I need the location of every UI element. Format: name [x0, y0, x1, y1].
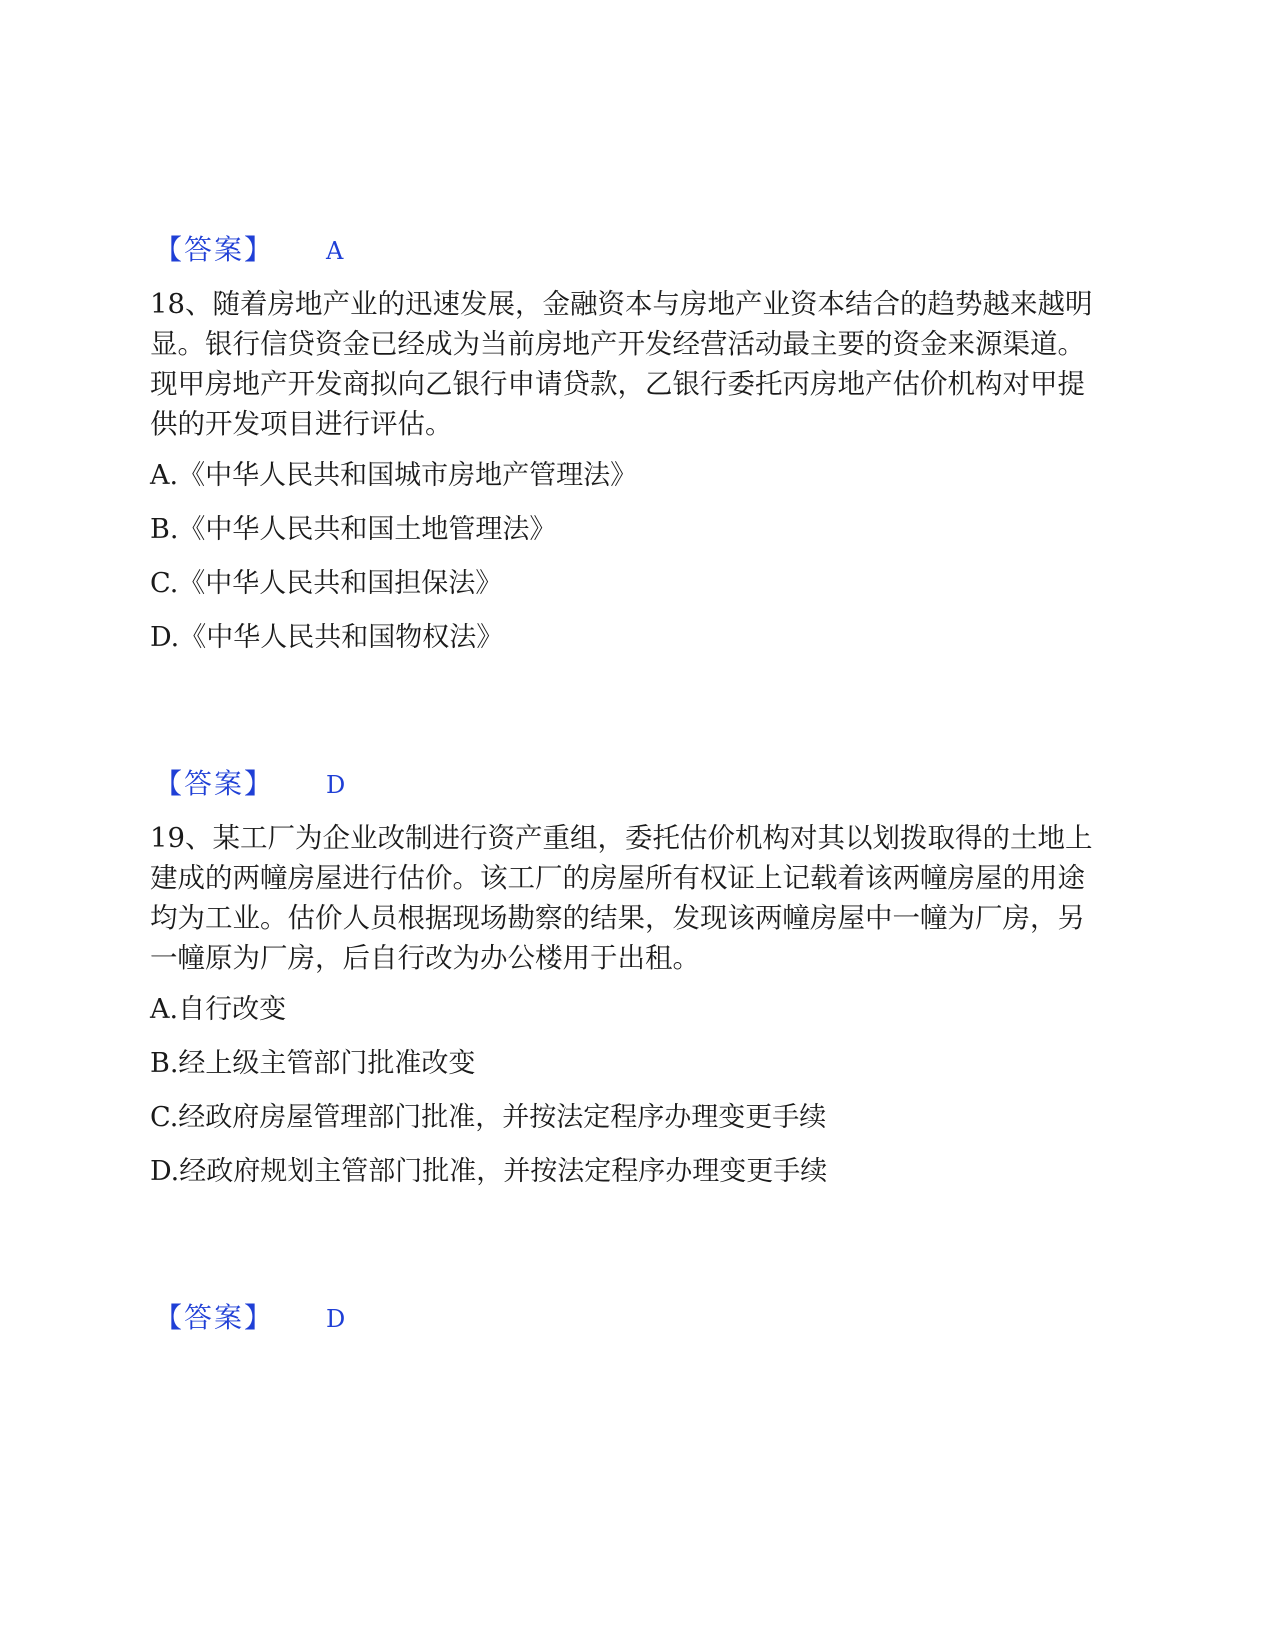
answer-label: 【答案】 [154, 1301, 275, 1334]
answer-value: D [326, 771, 346, 799]
question-18-option-d: D.《中华人民共和国物权法》 [150, 622, 504, 653]
answer-value: D [326, 1305, 346, 1333]
question-19-option-c: C.经政府房屋管理部门批准，并按法定程序办理变更手续 [150, 1102, 827, 1133]
answer-line [154, 766, 345, 803]
question-18-option-c: C.《中华人民共和国担保法》 [150, 568, 503, 599]
question-18-option-b: B.《中华人民共和国土地管理法》 [150, 514, 557, 545]
question-19-text: 19、某工厂为企业改制进行资产重组，委托估价机构对其以划拨取得的土地上建成的两幢房屋进行估价。该工厂的房屋所有权证上记载着该两幢房屋的用途均为工业。估价人员根据现场勘察的结果，发现该两幢房屋中一幢为厂房，另一幢原为厂房，后自行改为办公楼用于出租。 [150, 822, 1093, 974]
question-18-text: 18、随着房地产业的迅速发展，金融资本与房地产业资本结合的趋势越来越明显。银行信贷资金已经成为当前房地产开发经营活动最主要的资金来源渠道。现甲房地产开发商拟向乙银行申请贷款，乙银行委托丙房地产估价机构对甲提供的开发项目进行评估。 [150, 288, 1093, 440]
answer-label: 【答案】 [154, 767, 275, 800]
answer-value: A [326, 237, 344, 265]
question-19-option-d: D.经政府规划主管部门批准，并按法定程序办理变更手续 [150, 1156, 828, 1187]
question-18-option-a: A.《中华人民共和国城市房地产管理法》 [150, 460, 638, 491]
question-19-option-a: A.自行改变 [150, 994, 287, 1025]
answer-label: 【答案】 [154, 233, 275, 266]
answer-line [154, 1300, 345, 1337]
question-19-option-b: B.经上级主管部门批准改变 [150, 1048, 476, 1079]
answer-line [154, 232, 343, 269]
